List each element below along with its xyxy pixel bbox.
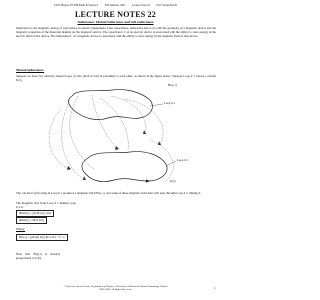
flux-equation-2: Φm21(t) = M21 I1(t) [16,217,47,224]
field-line [70,96,95,170]
loop-1-wire [82,152,167,182]
loop-2-label: Loop # 2 [164,101,176,105]
current-arrow-icon [146,180,150,183]
field-line [49,110,70,170]
where-equation: B1(r,t) = (μ0/4π) I1(t) ∮C1 dℓ1 × r̂ / r² [16,234,68,241]
header-course: UIUC Physics 435 EM Fields & Sources I [54,4,99,7]
header-term: Fall Semester, 2007 [104,4,126,7]
arrow-icon [115,146,119,150]
mutual-paragraph: Suppose we have two arbitrary shaped loops of wire (both at rest) in proximity to each other, as shown in the figure below. Suppose Loop # 1 carries a current I1(t). [16,74,216,83]
field-line [100,98,128,150]
arrow-icon [83,176,86,180]
page-subtitle: Inductance: Mutual Inductance and Self-Inductance [77,20,154,24]
field-line [110,96,146,135]
field-line [125,99,163,145]
flux-paragraph: The magnetic flux from Loop # 1 linking Loop # 2 is: [16,201,76,210]
arrow-icon [158,141,161,145]
field-line [150,140,173,182]
note-paragraph: Note that B1(r,t) is linearly proportional to I1(t): [16,252,60,261]
intro-paragraph: Inductance is the magnetic analog of capacitance in electric phenomena. Like capacitance, inductance has to do with the geometry of a magnetic device and the magnetic properties of the materials making up the magnetic device. The capacitance C of an electric device is associated with the ability to store energy in the electric field of that device. The inductance L of a magnetic device is associated with the ability to store energy in the magnetic field of that device. [16,26,216,39]
section-heading-mutual: Mutual Inductance: [16,68,45,72]
page-footer [0,285,231,291]
field-line [62,100,85,180]
b-field-label: B1(r, t) [168,83,177,87]
header-lecture: Lecture Notes 22 [132,4,150,7]
footer-line-1: © Professor Steven Errede, Department of Physics, University of Illinois at Urbana-Champaign, Illinois [63,285,168,288]
current-label: I1(t) [170,179,176,183]
loop-1-label: Loop # 1 [177,158,189,162]
loop-1-leader [166,161,176,166]
loop-2-wire [69,90,153,120]
header-author: Prof. Steven Errede [156,4,177,7]
where-label: Where: [16,227,26,231]
page-title: LECTURE NOTES 22 [75,10,156,19]
field-line [92,95,118,150]
arrow-icon [67,166,71,170]
current-paragraph: The current I1(t) flowing in Loop # 1 produces a magnetic field B1(r, t), and some of these magnetic field lines will pass through Loop # 2, linking it. [16,191,202,195]
flux-equation-1: Φm21(t) = ∫S2 B1(r,t)·dA2 [16,210,54,217]
footer-line-2: 2005-2008. All Rights Reserved. [99,288,132,291]
page-number: 1 [214,286,216,290]
